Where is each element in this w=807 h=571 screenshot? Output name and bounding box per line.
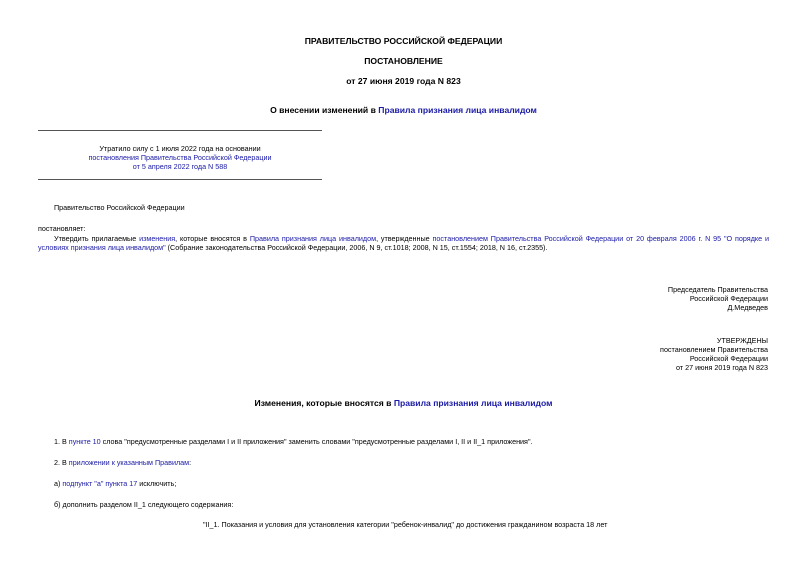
- document-date: от 27 июня 2019 года N 823: [346, 76, 461, 86]
- p1-text-c: , утвержденные: [376, 234, 433, 243]
- decree-95-link[interactable]: постановлением Правительства Российской Федерации от 20 февраля 2006 г. N 95 "О порядке и условиях признания лица инвалидом": [38, 234, 769, 252]
- expired-note: [38, 144, 322, 171]
- p1-text-b: , которые вносятся в: [175, 234, 250, 243]
- divider-bottom: [38, 179, 322, 180]
- item1-text-b: слова "предусмотренные разделами I и II приложения" заменить словами "предусмотренные разделами I, II и II_1 приложения".: [100, 437, 533, 446]
- p1-text-a: Утвердить прилагаемые: [54, 234, 140, 243]
- approved-country: Российской Федерации: [689, 354, 768, 363]
- changes-link[interactable]: изменения: [139, 234, 176, 243]
- approved-date: от 27 июня 2019 года N 823: [675, 363, 768, 372]
- item3-text-b: исключить;: [137, 479, 177, 488]
- document-type: ПОСТАНОВЛЕНИЕ: [364, 56, 443, 66]
- expired-decree-link[interactable]: постановления Правительства Российской Федерации: [88, 153, 272, 162]
- signature-country: Российской Федерации: [689, 294, 768, 303]
- signature-position: Председатель Правительства: [667, 285, 768, 294]
- decree-word: постановляет:: [38, 224, 86, 233]
- point-17-link[interactable]: пункта 17: [105, 479, 138, 488]
- expired-line: Утратило силу с 1 июля 2022 года на основании: [99, 144, 261, 153]
- changes-title: [0, 398, 807, 409]
- document-title: [0, 105, 807, 116]
- changes-rules-link[interactable]: Правила признания лица инвалидом: [393, 398, 553, 408]
- expired-date-link[interactable]: от 5 апреля 2022 года N 588: [132, 162, 228, 171]
- appendix-link[interactable]: приложении к указанным Правилам: [68, 458, 190, 467]
- changes-title-prefix: Изменения, которые вносятся в: [254, 398, 394, 408]
- p1-text-d: (Собрание законодательства Российской Федерации, 2006, N 9, ст.1018; 2008, N 15, ст.1554; 2018, N 16, ст.2355).: [165, 243, 548, 252]
- title-prefix: О внесении изменений в: [270, 105, 379, 115]
- change-item-3: [54, 479, 176, 488]
- point-10-link[interactable]: пункте 10: [68, 437, 101, 446]
- approved-by: постановлением Правительства: [660, 345, 768, 354]
- approved-block: [660, 336, 768, 372]
- section-heading-ii1: "II_1. Показания и условия для установления категории "ребенок-инвалид" до достижения гражданином возраста 18 лет: [203, 520, 608, 529]
- item3-text-a: а): [54, 479, 63, 488]
- change-item-2: [54, 458, 191, 467]
- item2-text-b: :: [189, 458, 192, 467]
- approval-paragraph: [38, 234, 769, 252]
- signature-block: [668, 285, 768, 312]
- item2-text-a: 2. В: [54, 458, 69, 467]
- government-heading: ПРАВИТЕЛЬСТВО РОССИЙСКОЙ ФЕДЕРАЦИИ: [304, 36, 503, 46]
- change-item-4: б) дополнить разделом II_1 следующего содержания:: [54, 500, 234, 509]
- title-rules-link[interactable]: Правила признания лица инвалидом: [378, 105, 537, 115]
- signature-name: Д.Медведев: [727, 303, 768, 312]
- item1-text-a: 1. В: [54, 437, 69, 446]
- rules-link[interactable]: Правила признания лица инвалидом: [249, 234, 377, 243]
- subpoint-a-link[interactable]: подпункт "а": [62, 479, 104, 488]
- intro-text: Правительство Российской Федерации: [54, 203, 185, 212]
- divider-top: [38, 130, 322, 131]
- approved-label: УТВЕРЖДЕНЫ: [716, 336, 768, 345]
- change-item-1: [54, 437, 533, 446]
